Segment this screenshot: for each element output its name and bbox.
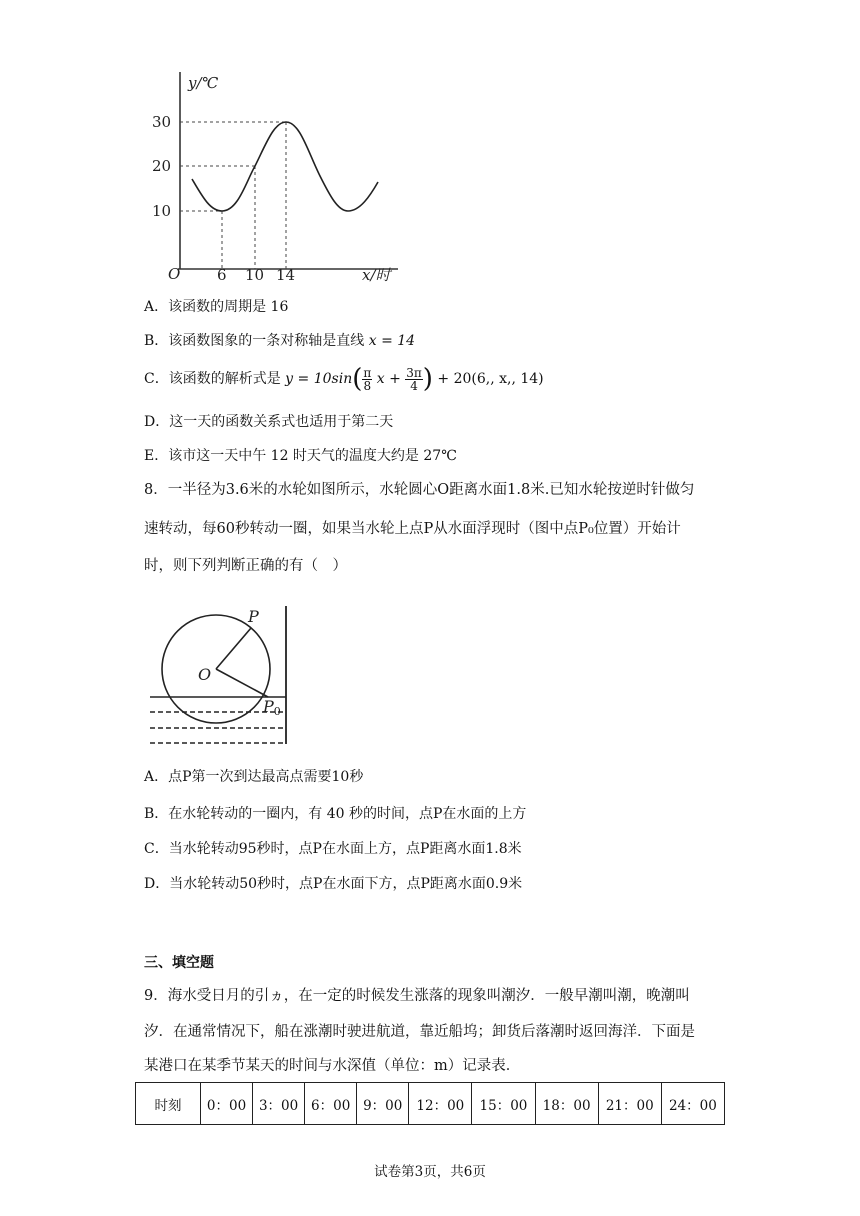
point-o-label: O (198, 665, 212, 684)
q7-option-b-math: x = 14 (368, 333, 416, 349)
y-tick-20: 20 (152, 157, 172, 175)
q7-option-e: E．该市这一天中午 12 时天气的温度大约是 27℃ (144, 448, 457, 464)
table-cell: 18：00 (535, 1083, 598, 1125)
radius-op (216, 628, 251, 669)
section-title: 三、填空题 (144, 955, 214, 971)
q8-option-b: B．在水轮转动的一圈内，有 40 秒的时间，点P在水面的上方 (144, 806, 527, 822)
table-cell: 时刻 (136, 1083, 201, 1125)
table-cell: 12：00 (409, 1083, 472, 1125)
q7-option-a: A．该函数的周期是 16 (144, 299, 289, 315)
q7-option-c-x: x + (376, 371, 401, 387)
q7-option-c: C．该函数的解析式是 y = 10sin( $\frac{\pi}{8}$ x + $\frac{3\pi}{4}$ ) + 20(6,, x,, 14) (144, 364, 544, 394)
q9-line-1: 9．海水受日月的引ヵ，在一定的时候发生涨落的现象叫潮汐．一般早潮叫潮，晚潮叫 (144, 988, 690, 1004)
table-cell: 6：00 (305, 1083, 357, 1125)
q7-option-c-tail: + 20(6,, x,, 14) (437, 371, 544, 387)
page-footer: 试卷第3页，共6页 (374, 1164, 486, 1180)
table-cell: 3：00 (253, 1083, 305, 1125)
tide-table (135, 1082, 725, 1125)
temperature-graph (150, 64, 410, 288)
table-cell: 24：00 (661, 1083, 724, 1125)
table-cell: 15：00 (472, 1083, 535, 1125)
q7-option-c-text: C．该函数的解析式是 (144, 371, 281, 387)
q8-line-3: 时，则下列判断正确的有（ ） (144, 558, 347, 574)
table-cell: 0：00 (201, 1083, 253, 1125)
sine-curve (192, 122, 378, 211)
table-row (136, 1083, 725, 1125)
q7-option-b-text: B．该函数图象的一条对称轴是直线 (144, 333, 365, 349)
q7-option-b (144, 331, 415, 351)
origin-label: O (168, 265, 181, 283)
point-p0-label: P0 (263, 697, 281, 718)
q7-option-c-y: y = 10sin (285, 371, 353, 387)
x-tick-10: 10 (245, 266, 265, 284)
q8-line-2: 速转动，每60秒转动一圈，如果当水轮上点P从水面浮现时（图中点P₀位置）开始计 (144, 521, 681, 537)
y-axis-label: y/℃ (188, 74, 219, 92)
table-cell: 9：00 (357, 1083, 409, 1125)
q7-option-d: D．这一天的函数关系式也适用于第二天 (144, 414, 394, 430)
fraction-pi-8: $\frac{\pi}{8}$ (363, 365, 372, 393)
x-tick-6: 6 (217, 266, 227, 284)
table-cell: 21：00 (598, 1083, 661, 1125)
q8-option-c: C．当水轮转动95秒时，点P在水面上方，点P距离水面1.8米 (144, 841, 522, 857)
x-tick-14: 14 (276, 266, 296, 284)
y-tick-30: 30 (152, 113, 172, 131)
point-p-label: P (248, 607, 259, 626)
q8-option-d: D．当水轮转动50秒时，点P在水面下方，点P距离水面0.9米 (144, 876, 523, 892)
q9-line-2: 汐．在通常情况下，船在涨潮时驶进航道，靠近船坞；卸货后落潮时返回海洋．下面是 (144, 1024, 695, 1040)
y-tick-10: 10 (152, 202, 172, 220)
water-wheel-figure (148, 604, 296, 748)
q9-line-3: 某港口在某季节某天的时间与水深值（单位：m）记录表． (144, 1058, 521, 1074)
fraction-3pi-4: $\frac{3\pi}{4}$ (406, 365, 422, 393)
radius-op0 (216, 669, 268, 697)
q8-line-1: 8．一半径为3.6米的水轮如图所示，水轮圆心O距离水面1.8米.已知水轮按逆时针做匀 (144, 482, 695, 498)
q8-option-a: A．点P第一次到达最高点需要10秒 (144, 769, 364, 785)
x-axis-label: x/时 (362, 266, 391, 284)
